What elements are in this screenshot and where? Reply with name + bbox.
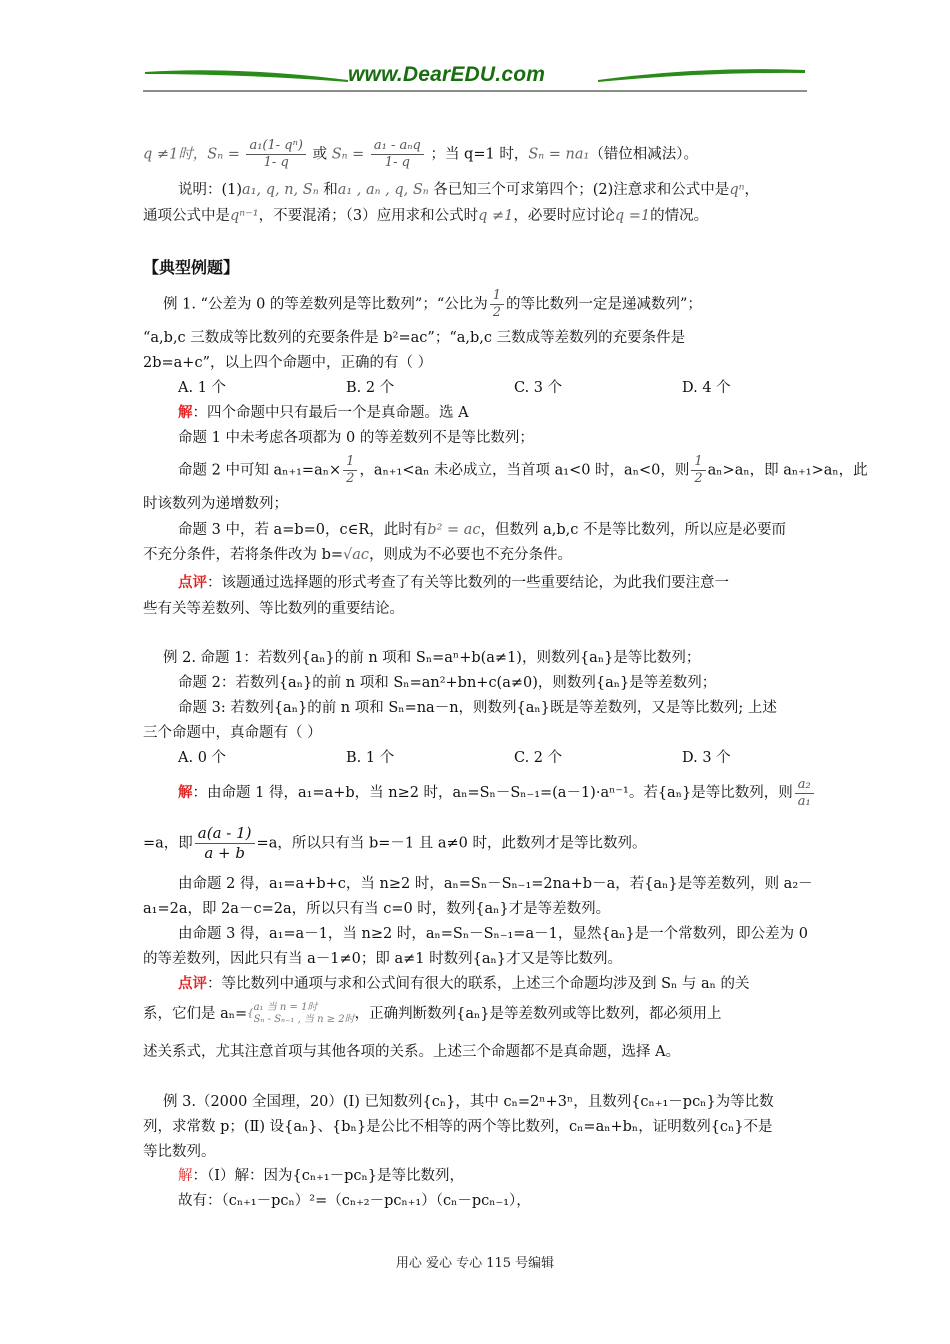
ex2-solution-4: a₁=2a，即 2a－c=2a，所以只有当 c=0 时，数列{aₙ}才是等差数列。 bbox=[143, 901, 611, 917]
ex1-proposition-3: 命题 3 中，若 a=b=0，c∈R，此时有b² = ac，但数列 a,b,c 不是等比数列，所以应是必要而 bbox=[178, 522, 786, 538]
ex1-solution: 解：四个命题中只有最后一个是真命题。选 A bbox=[178, 404, 469, 421]
ex1-proposition-1: 命题 1 中未考虑各项都为 0 的等差数列不是等比数列； bbox=[178, 430, 534, 446]
ex1-option-b: B. 2 个 bbox=[346, 380, 395, 396]
ex3-line-1: 例 3.（2000 全国理，20）(Ⅰ) 已知数列{cₙ}，其中 cₙ=2ⁿ+3ⁿ，且数列{cₙ₊₁－pcₙ}为等比数 bbox=[163, 1094, 774, 1110]
ex1-options bbox=[0, 378, 950, 398]
ex2-option-a: A. 0 个 bbox=[178, 750, 227, 766]
ex2-solution-3: 由命题 2 得，a₁=a+b+c，当 n≥2 时，aₙ=Sₙ－Sₙ₋₁=2na+b－a，若{aₙ}是等差数列，则 a₂－ bbox=[178, 876, 813, 892]
ex2-line-2: 命题 2：若数列{aₙ}的前 n 项和 Sₙ=an²+bn+c(a≠0)，则数列{aₙ}是等差数列； bbox=[178, 675, 717, 691]
section-title: 【典型例题】 bbox=[143, 258, 240, 277]
explain-line-1: 说明：(1)a₁, q, n, Sₙ 和a₁ , aₙ , q, Sₙ 各已知三个可求第四个；(2)注意求和公式中是qⁿ， bbox=[178, 182, 759, 198]
ex2-comment-3: 述关系式，尤其注意首项与其他各项的关系。上述三个命题都不是真命题，选择 A。 bbox=[143, 1044, 681, 1060]
ex2-line-4: 三个命题中，真命题有（ ） bbox=[143, 725, 322, 741]
ex2-line-1: 例 2. 命题 1：若数列{aₙ}的前 n 项和 Sₙ=aⁿ+b(a≠1)，则数列{aₙ}是等比数列； bbox=[163, 650, 701, 666]
ex3-solution-2: 故有：（cₙ₊₁－pcₙ）²=（cₙ₊₂－pcₙ₊₁）（cₙ－pcₙ₋₁）， bbox=[178, 1193, 531, 1209]
ex1-comment: 点评：该题通过选择题的形式考查了有关等比数列的一些重要结论，为此我们要注意一 bbox=[178, 574, 729, 591]
ex2-comment: 点评：等比数列中通项与求和公式间有很大的联系，上述三个命题均涉及到 Sₙ 与 aₙ 的关 bbox=[178, 975, 750, 992]
page-header bbox=[143, 60, 807, 94]
ex2-solution-6: 的等差数列，因此只有当 a－1≠0；即 a≠1 时数列{aₙ}才又是等比数列。 bbox=[143, 951, 622, 967]
ex1-line-3: 2b=a+c”，以上四个命题中，正确的有（ ） bbox=[143, 355, 433, 371]
site-logo[interactable]: www.DearEDU.com bbox=[348, 63, 546, 86]
ex3-line-2: 列，求常数 p；(Ⅱ) 设{aₙ}、{bₙ}是公比不相等的两个等比数列，cₙ=aₙ+bₙ，证明数列{cₙ}不是 bbox=[143, 1119, 773, 1135]
ex2-solution-1: 解：由命题 1 得，a₁=a+b，当 n≥2 时，aₙ=Sₙ－Sₙ₋₁=(a－1)·aⁿ⁻¹。若{aₙ}是等比数列，则 $\frac{\text{a₂}}{\text{a₁}}$ bbox=[0, 776, 950, 810]
ex1-option-d: D. 4 个 bbox=[682, 380, 731, 396]
ex1-line-1: 例 1. “公差为 0 的等差数列是等比数列”；“公比为 $\frac{1}{2}$ 的等比数列一定是递减数列”； bbox=[163, 288, 702, 320]
ex3-solution-1: 解：（Ⅰ）解：因为{cₙ₊₁－pcₙ}是等比数列， bbox=[178, 1168, 464, 1184]
ex1-comment-2: 些有关等差数列、等比数列的重要结论。 bbox=[143, 601, 404, 617]
ex2-option-b: B. 1 个 bbox=[346, 750, 395, 766]
ex2-solution-5: 由命题 3 得，a₁=a－1，当 n≥2 时，aₙ=Sₙ－Sₙ₋₁=a－1，显然{aₙ}是一个常数列，即公差为 0 bbox=[178, 926, 809, 942]
ex1-option-a: A. 1 个 bbox=[178, 380, 227, 396]
ex1-proposition-3b: 不充分条件，若将条件改为 b=√ac，则成为不必要也不充分条件。 bbox=[143, 547, 573, 563]
ex2-solution-2: =a，即 $\frac{a(a - 1)}{a + b}$ =a，所以只有当 b=－1 且 a≠0 时，此数列才是等比数列。 bbox=[143, 824, 647, 862]
page-footer: 用心 爱心 专心 115 号编辑 bbox=[395, 1256, 555, 1271]
ex2-comment-2: 系，它们是 aₙ={ a₁ 当 n = 1时 Sₙ - Sₙ₋₁ , 当 n ≥ 2时 ，正确判断数列{aₙ}是等差数列或等比数列，都必须用上 bbox=[143, 1002, 722, 1025]
sum-formula-line: q ≠1时，Sₙ = $\frac{\text{a₁(1- qⁿ)}}{1- q}$ 或 Sₙ = $\frac{\text{a₁ - aₙq}}{1- q}$ ；当 q=1 时，Sₙ = na₁（错位相减法）。 bbox=[143, 138, 699, 170]
ex2-option-c: C. 2 个 bbox=[514, 750, 563, 766]
ex1-proposition-2b: 时该数列为递增数列； bbox=[143, 496, 288, 512]
ex2-options bbox=[0, 748, 950, 768]
ex1-line-2: “a,b,c 三数成等比数列的充要条件是 b²=ac”；“a,b,c 三数成等差数列的充要条件是 bbox=[143, 330, 686, 346]
ex2-option-d: D. 3 个 bbox=[682, 750, 731, 766]
ex3-line-3: 等比数列。 bbox=[143, 1144, 216, 1160]
ex1-proposition-2: 命题 2 中可知 aₙ₊₁=aₙ× $\frac{1}{2}$ ，aₙ₊₁<aₙ 未必成立，当首项 a₁<0 时，aₙ<0，则 $\frac{1}{2}$ aₙ>aₙ，即 aₙ₊₁>aₙ，此 bbox=[178, 454, 868, 486]
ex1-option-c: C. 3 个 bbox=[514, 380, 563, 396]
explain-line-2: 通项公式中是qⁿ⁻¹，不要混淆；（3）应用求和公式时q ≠1，必要时应讨论q =1的情况。 bbox=[143, 208, 709, 224]
ex2-line-3: 命题 3: 若数列{aₙ}的前 n 项和 Sₙ=na－n，则数列{aₙ}既是等差数列，又是等比数列; 上述 bbox=[178, 700, 777, 716]
